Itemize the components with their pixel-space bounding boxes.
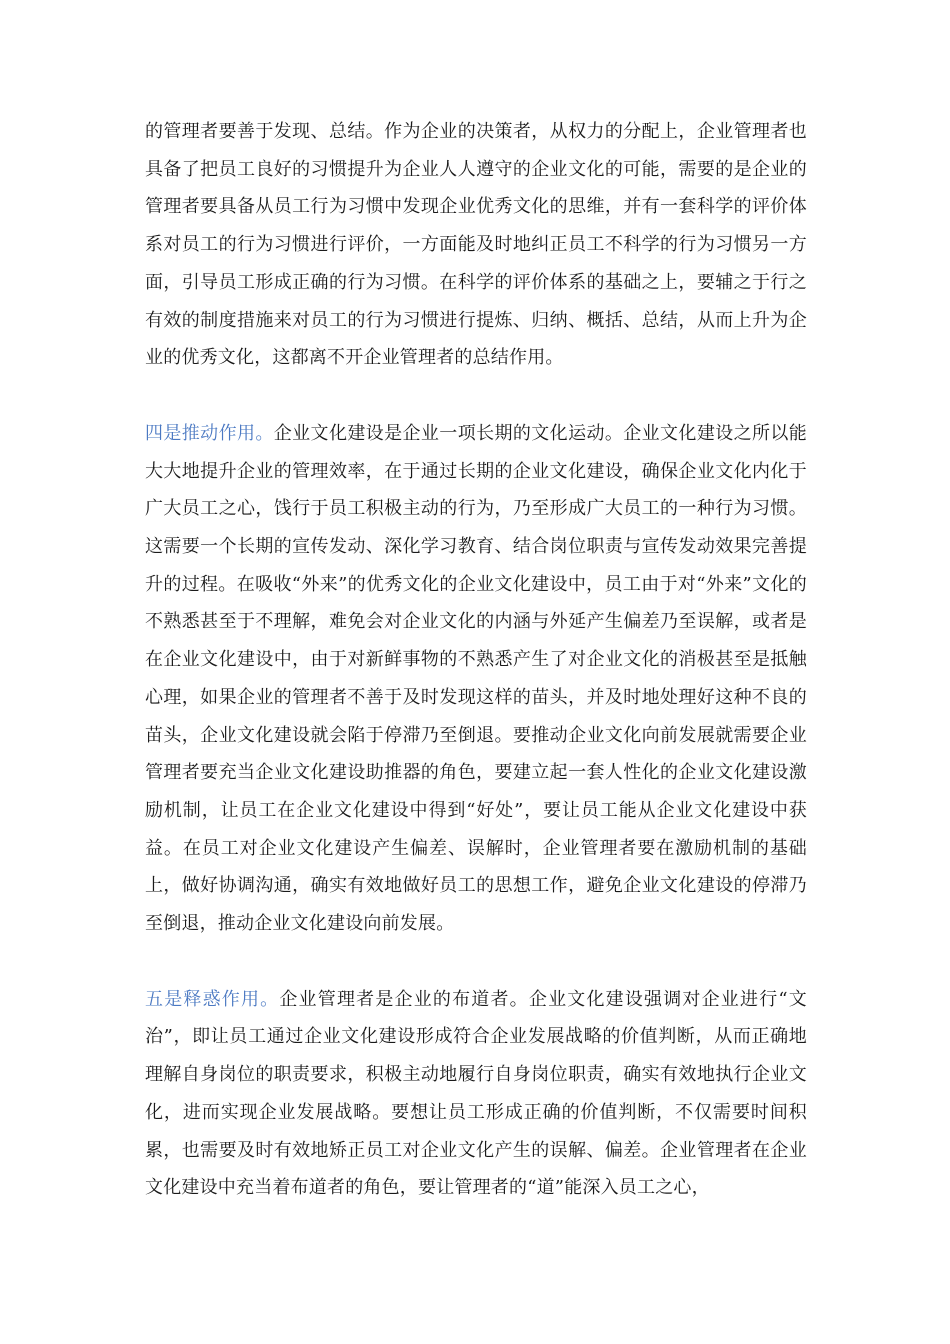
paragraph-gap bbox=[145, 943, 807, 981]
paragraph-promotion-role bbox=[145, 415, 807, 943]
document-page bbox=[145, 113, 807, 1207]
paragraph-clarify-role bbox=[145, 981, 807, 1207]
paragraph-lead: 四是推动作用。 bbox=[145, 422, 274, 444]
paragraph-body: 的管理者要善于发现、总结。作为企业的决策者，从权力的分配上，企业管理者也具备了把员工良好的习惯提升为企业人人遵守的企业文化的可能，需要的是企业的管理者要具备从员工行为习惯中发现企业优秀文化的思维，并有一套科学的评价体系对员工的行为习惯进行评价，一方面能及时地纠正员工不科学的行为习惯另一方面，引导员工形成正确的行为习惯。在科学的评价体系的基础之上，要辅之于行之有效的制度措施来对员工的行为习惯进行提炼、归纳、概括、总结，从而上升为企业的优秀文化，这都离不开企业管理者的总结作用。 bbox=[145, 121, 807, 369]
paragraph-gap bbox=[145, 377, 807, 415]
paragraph-lead: 五是释惑作用。 bbox=[145, 988, 280, 1010]
paragraph-body: 企业文化建设是企业一项长期的文化运动。企业文化建设之所以能大大地提升企业的管理效率，在于通过长期的企业文化建设，确保企业文化内化于广大员工之心，饯行于员工积极主动的行为，乃至形成广大员工的一种行为习惯。这需要一个长期的宣传发动、深化学习教育、结合岗位职责与宣传发动效果完善提升的过程。在吸收“外来”的优秀文化的企业文化建设中，员工由于对“外来”文化的不熟悉甚至于不理解，难免会对企业文化的内涵与外延产生偏差乃至误解，或者是在企业文化建设中，由于对新鲜事物的不熟悉产生了对企业文化的消极甚至是抵触心理，如果企业的管理者不善于及时发现这样的苗头，并及时地处理好这种不良的苗头，企业文化建设就会陷于停滞乃至倒退。要推动企业文化向前发展就需要企业管理者要充当企业文化建设助推器的角色，要建立起一套人性化的企业文化建设激励机制，让员工在企业文化建设中得到“好处”，要让员工能从企业文化建设中获益。在员工对企业文化建设产生偏差、误解时，企业管理者要在激励机制的基础上，做好协调沟通，确实有效地做好员工的思想工作，避免企业文化建设的停滞乃至倒退，推动企业文化建设向前发展。 bbox=[145, 422, 807, 935]
paragraph-body: 企业管理者是企业的布道者。企业文化建设强调对企业进行“文治”，即让员工通过企业文化建设形成符合企业发展战略的价值判断，从而正确地理解自身岗位的职责要求，积极主动地履行自身岗位职责，确实有效地执行企业文化，进而实现企业发展战略。要想让员工形成正确的价值判断，不仅需要时间积累，也需要及时有效地矫正员工对企业文化产生的误解、偏差。企业管理者在企业文化建设中充当着布道者的角色，要让管理者的“道”能深入员工之心， bbox=[145, 988, 807, 1199]
paragraph-summary-role bbox=[145, 113, 807, 377]
